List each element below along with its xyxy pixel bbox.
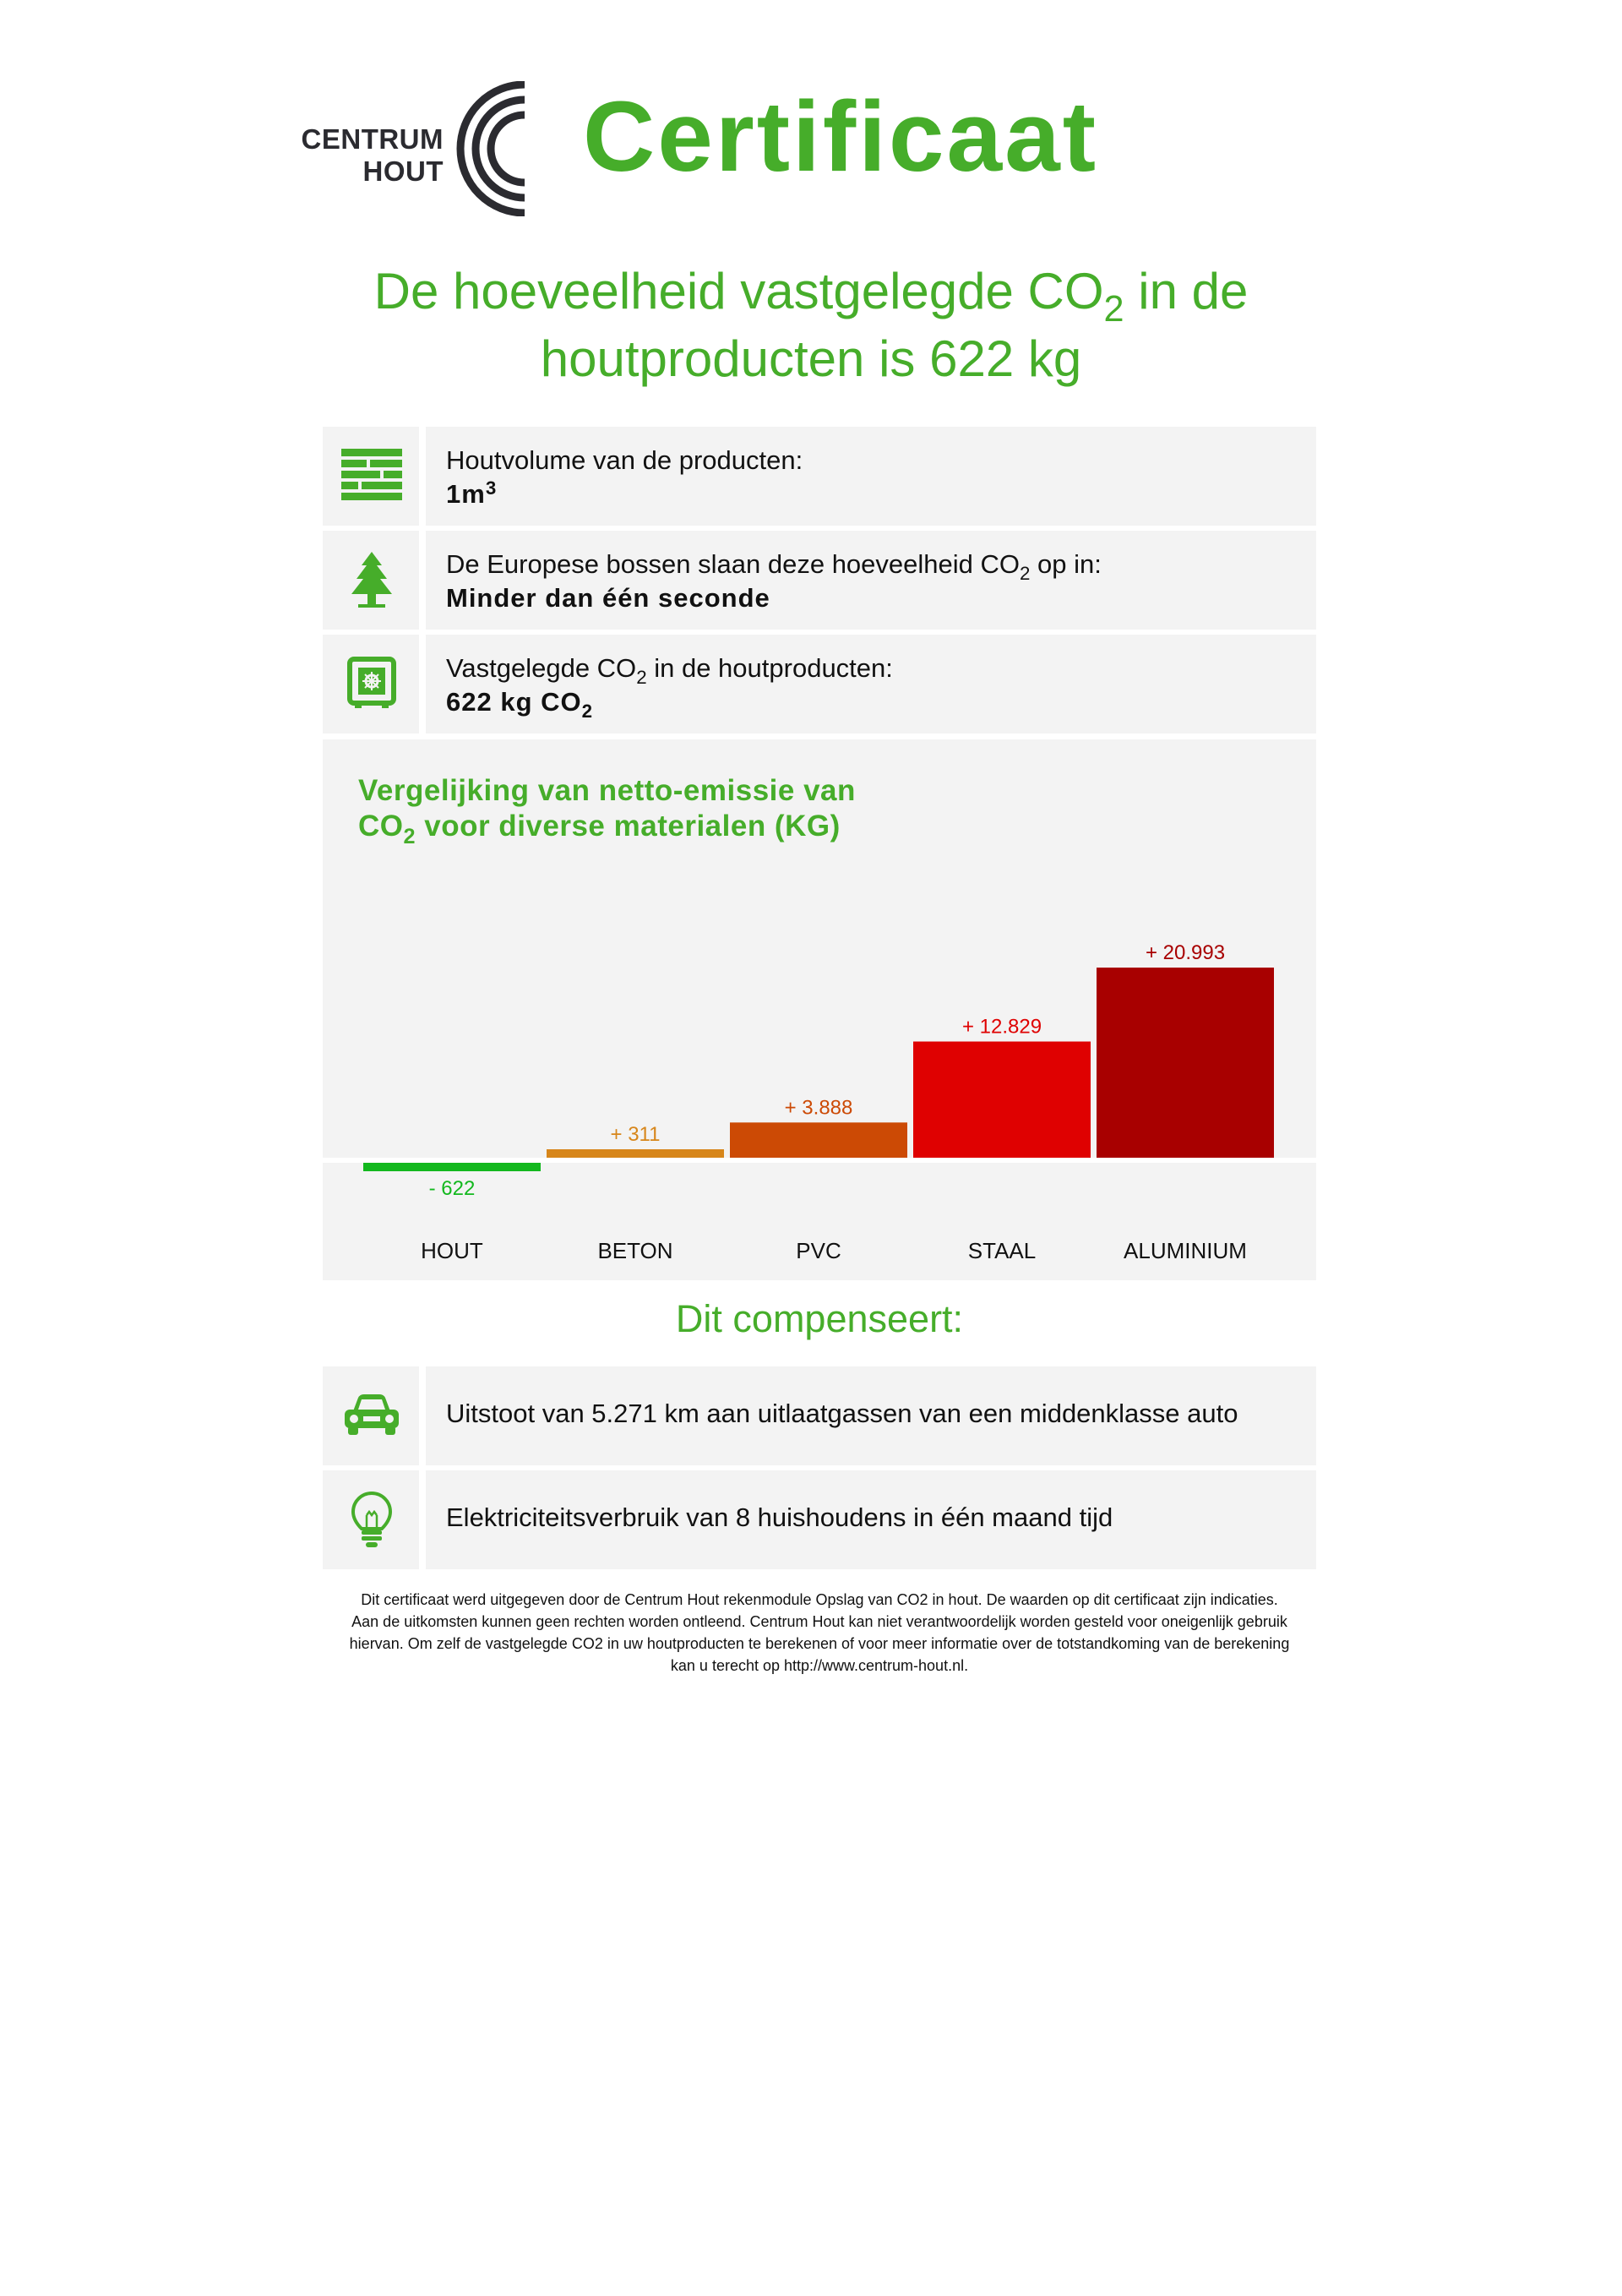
chart-baseline — [323, 1158, 1316, 1163]
value-label-staal: + 12.829 — [961, 1015, 1042, 1039]
bar-aluminium — [1097, 968, 1274, 1158]
info-row-volume — [323, 427, 1316, 526]
light-bulb-icon — [341, 1490, 402, 1551]
headline-part2: in de — [1124, 263, 1249, 319]
info-row-forest — [323, 531, 1316, 630]
stored-value: 622 kg $CO_2$ — [446, 687, 594, 722]
logo-wordmark — [300, 123, 444, 188]
category-label-aluminium: ALUMINIUM — [1124, 1238, 1247, 1263]
headline — [321, 258, 1301, 393]
compensates-title: Dit compenseert: — [675, 1297, 964, 1340]
compensate-row-electricity — [323, 1470, 1316, 1569]
logo-line-2: HOUT — [362, 155, 444, 187]
headline-line2: houtproducten is 622 kg — [540, 330, 1082, 387]
chart-plot — [323, 739, 1316, 1280]
centrum-hout-logo — [300, 81, 528, 216]
bar-beton — [547, 1149, 724, 1158]
disclaimer-line-4: kan u terecht op http://www.centrum-hout.nl. — [670, 1657, 969, 1674]
chart-title: Vergelijking van netto-emissie van $CO_2$ voor diverse materialen (KG) — [358, 774, 856, 848]
car-icon — [341, 1386, 402, 1445]
category-label-staal: STAAL — [967, 1238, 1037, 1263]
logo-line-1: CENTRUM — [301, 123, 444, 155]
page-title: Certificaat — [583, 81, 1099, 193]
car-text: Uitstoot van 5.271 km aan uitlaatgassen van een middenklasse auto — [446, 1399, 1238, 1428]
headline-sub: 2 — [1103, 289, 1124, 330]
compensate-row-car — [323, 1366, 1316, 1465]
category-label-hout: HOUT — [421, 1238, 483, 1263]
wood-planks-icon — [341, 446, 402, 505]
disclaimer-line-2: Aan de uitkomsten kunnen geen rechten worden ontleend. Centrum Hout kan niet verantwoordelijk worden gesteld voor oneigenlijk gebruik — [351, 1613, 1287, 1630]
tree-icon — [341, 550, 402, 609]
headline-part1: De hoeveelheid vastgelegde CO — [373, 263, 1104, 319]
info-row-stored — [323, 635, 1316, 734]
disclaimer-line-3: hiervan. Om zelf de vastgelegde CO2 in uw houtproducten te berekenen of voor meer informatie over de totstandkoming van de berekening — [349, 1635, 1290, 1652]
disclaimer-line-1: Dit certificaat werd uitgegeven door de Centrum Hout rekenmodule Opslag van CO2 in hout. De waarden op dit certificaat zijn indicaties. — [361, 1591, 1278, 1608]
safe-icon — [341, 654, 402, 713]
volume-label: Houtvolume van de producten: — [446, 445, 803, 475]
bar-hout — [363, 1163, 541, 1171]
stored-label: Vastgelegde $CO_2$ in de houtproducten: — [446, 653, 893, 688]
forest-value: Minder dan één seconde — [446, 583, 770, 613]
category-label-beton: BETON — [597, 1238, 673, 1263]
volume-value: $1m^3$ — [446, 477, 498, 509]
value-label-hout: - 622 — [428, 1177, 476, 1200]
category-label-pvc: PVC — [796, 1238, 841, 1263]
forest-label: De Europese bossen slaan deze hoeveelheid $CO_2$ op in: — [446, 549, 1102, 584]
value-label-beton: + 311 — [610, 1123, 661, 1146]
electricity-text: Elektriciteitsverbruik van 8 huishoudens in één maand tijd — [446, 1502, 1113, 1532]
value-label-aluminium: + 20.993 — [1145, 941, 1226, 964]
logo-arcs-icon — [450, 81, 528, 216]
disclaimer — [323, 1589, 1316, 1677]
emission-chart — [323, 739, 1316, 1280]
value-label-pvc: + 3.888 — [784, 1096, 853, 1120]
bar-pvc — [730, 1122, 907, 1158]
bar-staal — [913, 1042, 1091, 1158]
